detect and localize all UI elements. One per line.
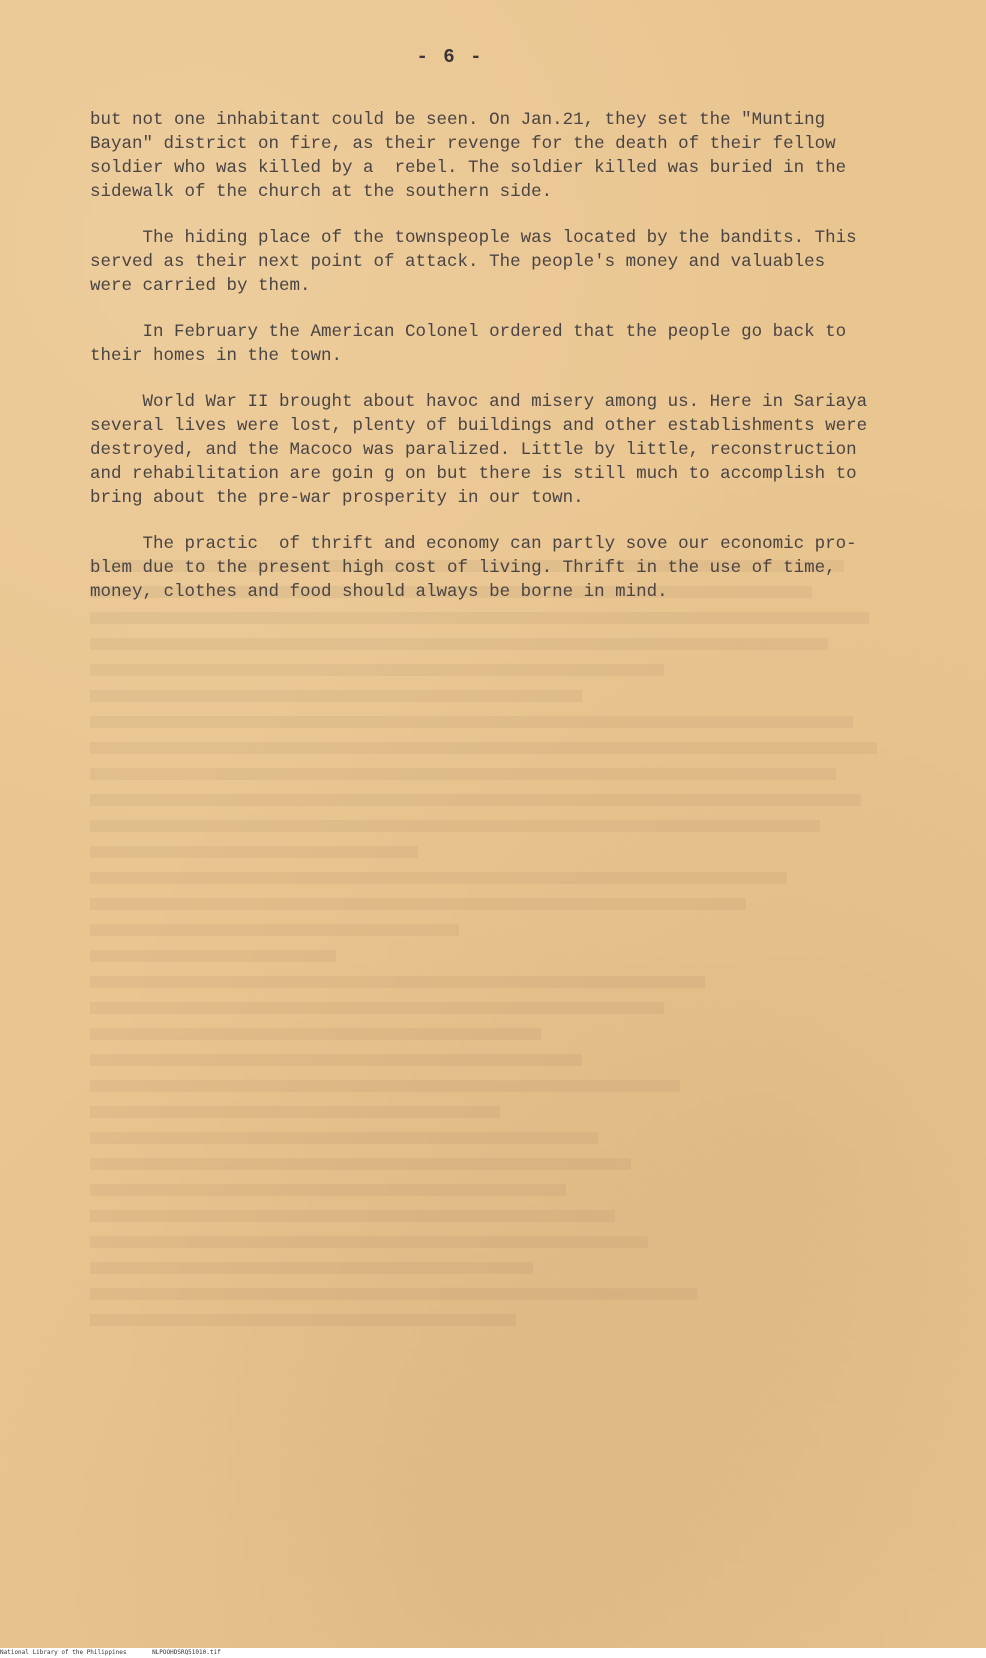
text-line: The practic of thrift and economy can partly sove our economic pro- xyxy=(90,534,857,554)
text-line: In February the American Colonel ordered that the people go back to xyxy=(90,322,847,342)
paragraph-1 xyxy=(90,108,910,204)
text-line: bring about the pre-war prosperity in our town. xyxy=(90,488,584,508)
scan-footer xyxy=(0,1648,986,1658)
text-line: soldier who was killed by a rebel. The soldier killed was buried in the xyxy=(90,158,847,178)
text-line: and rehabilitation are goin g on but there is still much to accomplish to xyxy=(90,464,857,484)
paragraph-2 xyxy=(90,226,910,298)
text-line: sidewalk of the church at the southern side. xyxy=(90,182,553,202)
paragraph-3 xyxy=(90,320,910,368)
text-line: The hiding place of the townspeople was located by the bandits. This xyxy=(90,228,857,248)
footer-library: National Library of the Philippines xyxy=(0,1649,127,1656)
document-body xyxy=(90,108,910,626)
paragraph-4 xyxy=(90,390,910,510)
text-line: World War II brought about havoc and misery among us. Here in Sariaya xyxy=(90,392,868,412)
text-line: their homes in the town. xyxy=(90,346,343,366)
text-line: blem due to the present high cost of living. Thrift in the use of time, xyxy=(90,558,836,578)
bleed-through-texture xyxy=(90,560,910,1460)
footer-file: NLPOOHDSRQ51010.tif xyxy=(152,1649,221,1656)
text-line: several lives were lost, plenty of buildings and other establishments were xyxy=(90,416,868,436)
text-line: served as their next point of attack. The people's money and valuables xyxy=(90,252,826,272)
paragraph-5 xyxy=(90,532,910,604)
text-line: Bayan" district on fire, as their revenge for the death of their fellow xyxy=(90,134,836,154)
text-line: but not one inhabitant could be seen. On Jan.21, they set the "Munting xyxy=(90,110,826,130)
text-line: money, clothes and food should always be borne in mind. xyxy=(90,582,668,602)
text-line: destroyed, and the Macoco was paralized. Little by little, reconstruction xyxy=(90,440,857,460)
page-number: - 6 - xyxy=(416,46,484,68)
text-line: were carried by them. xyxy=(90,276,311,296)
